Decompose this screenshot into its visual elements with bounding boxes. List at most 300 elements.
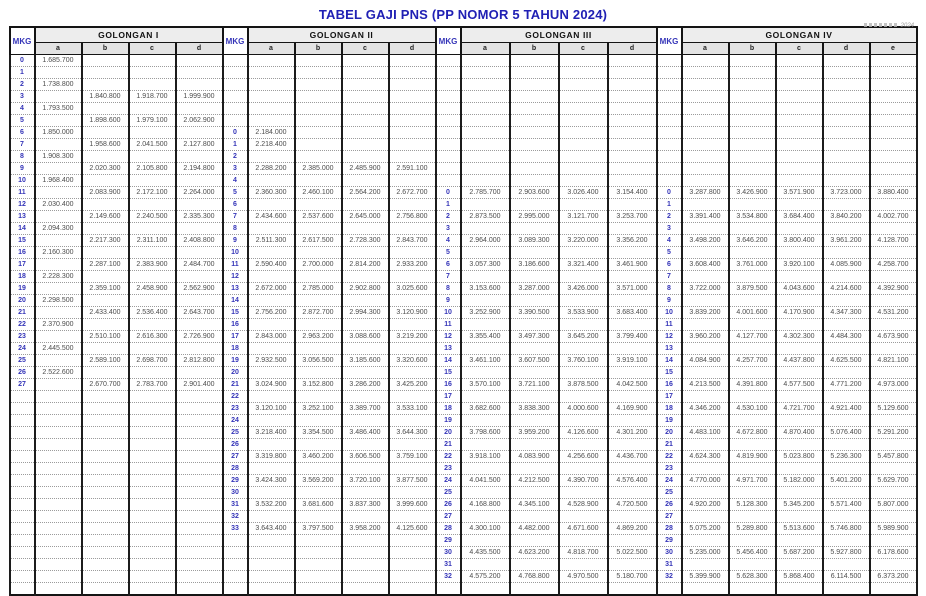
salary-cell xyxy=(776,247,823,259)
salary-cell xyxy=(248,367,295,379)
salary-cell: 3.721.100 xyxy=(510,379,559,391)
salary-cell xyxy=(776,103,823,115)
mkg-cell xyxy=(10,463,35,475)
mkg-cell: 3 xyxy=(657,223,682,235)
salary-cell xyxy=(559,79,608,91)
mkg-cell: 4 xyxy=(657,235,682,247)
salary-cell: 2.994.300 xyxy=(342,307,389,319)
salary-cell: 4.482.000 xyxy=(510,523,559,535)
salary-cell xyxy=(608,463,657,475)
salary-cell: 2.264.000 xyxy=(176,187,223,199)
salary-cell: 2.194.800 xyxy=(176,163,223,175)
salary-cell xyxy=(82,523,129,535)
salary-cell xyxy=(559,151,608,163)
salary-cell xyxy=(461,199,510,211)
mkg-cell xyxy=(657,139,682,151)
mkg-cell xyxy=(436,139,461,151)
salary-cell xyxy=(82,403,129,415)
salary-cell xyxy=(35,235,82,247)
header-mkg-2: MKG xyxy=(436,27,461,55)
salary-cell: 5.076.400 xyxy=(823,427,870,439)
salary-cell: 2.643.700 xyxy=(176,307,223,319)
salary-cell: 3.089.300 xyxy=(510,235,559,247)
salary-cell xyxy=(295,103,342,115)
header-subcol: d xyxy=(823,42,870,54)
salary-cell xyxy=(461,295,510,307)
salary-cell xyxy=(608,319,657,331)
salary-cell: 3.287.000 xyxy=(510,283,559,295)
mkg-cell: 7 xyxy=(436,271,461,283)
salary-cell: 5.456.400 xyxy=(729,547,776,559)
salary-cell: 2.311.100 xyxy=(129,235,176,247)
salary-cell xyxy=(461,319,510,331)
salary-cell: 3.088.600 xyxy=(342,331,389,343)
salary-cell: 4.672.800 xyxy=(729,427,776,439)
salary-cell xyxy=(248,151,295,163)
salary-cell: 2.589.100 xyxy=(82,355,129,367)
salary-cell: 6.178.600 xyxy=(870,547,917,559)
salary-cell xyxy=(176,463,223,475)
header-subcol: a xyxy=(35,42,82,54)
salary-cell xyxy=(729,163,776,175)
mkg-cell: 3 xyxy=(223,163,248,175)
table-row xyxy=(10,535,917,547)
salary-cell xyxy=(510,559,559,571)
mkg-cell: 33 xyxy=(223,523,248,535)
mkg-cell xyxy=(657,91,682,103)
salary-cell xyxy=(129,475,176,487)
salary-cell xyxy=(870,175,917,187)
salary-cell: 2.783.700 xyxy=(129,379,176,391)
mkg-cell: 25 xyxy=(223,427,248,439)
salary-cell xyxy=(248,319,295,331)
mkg-cell: 8 xyxy=(657,283,682,295)
salary-cell: 5.868.400 xyxy=(776,571,823,583)
salary-cell xyxy=(176,583,223,596)
salary-cell xyxy=(129,199,176,211)
salary-cell: 3.571.900 xyxy=(776,187,823,199)
salary-cell xyxy=(510,415,559,427)
salary-cell xyxy=(776,127,823,139)
table-row xyxy=(10,163,917,175)
mkg-cell xyxy=(436,115,461,127)
salary-cell xyxy=(823,223,870,235)
salary-cell xyxy=(176,79,223,91)
salary-cell: 4.437.800 xyxy=(776,355,823,367)
salary-cell xyxy=(82,451,129,463)
salary-cell: 4.392.900 xyxy=(870,283,917,295)
table-row xyxy=(10,67,917,79)
salary-cell xyxy=(389,559,436,571)
mkg-cell: 18 xyxy=(10,271,35,283)
salary-cell xyxy=(129,547,176,559)
table-row xyxy=(10,559,917,571)
mkg-cell: 18 xyxy=(436,403,461,415)
salary-cell: 3.461.900 xyxy=(608,259,657,271)
salary-cell xyxy=(776,115,823,127)
salary-cell xyxy=(176,247,223,259)
header-subcol: b xyxy=(729,42,776,54)
salary-cell: 3.960.200 xyxy=(682,331,729,343)
mkg-cell xyxy=(657,79,682,91)
salary-cell: 4.577.500 xyxy=(776,379,823,391)
salary-cell xyxy=(35,307,82,319)
salary-cell xyxy=(510,583,559,596)
salary-cell xyxy=(129,271,176,283)
salary-cell xyxy=(461,415,510,427)
salary-cell xyxy=(176,403,223,415)
mkg-cell xyxy=(657,67,682,79)
salary-cell xyxy=(389,535,436,547)
salary-cell: 3.026.400 xyxy=(559,187,608,199)
salary-cell xyxy=(823,535,870,547)
salary-cell: 3.152.800 xyxy=(295,379,342,391)
mkg-cell xyxy=(657,163,682,175)
salary-cell xyxy=(682,343,729,355)
table-row xyxy=(10,463,917,475)
mkg-cell: 13 xyxy=(223,283,248,295)
salary-cell xyxy=(82,427,129,439)
salary-cell xyxy=(608,79,657,91)
mkg-cell: 19 xyxy=(436,415,461,427)
salary-cell: 5.182.000 xyxy=(776,475,823,487)
salary-cell: 3.839.200 xyxy=(682,307,729,319)
salary-cell: 3.461.100 xyxy=(461,355,510,367)
salary-cell: 3.532.200 xyxy=(248,499,295,511)
salary-cell xyxy=(82,547,129,559)
table-row xyxy=(10,547,917,559)
salary-cell xyxy=(342,199,389,211)
salary-cell xyxy=(776,487,823,499)
salary-cell xyxy=(510,463,559,475)
mkg-cell: 8 xyxy=(436,283,461,295)
salary-cell xyxy=(559,67,608,79)
salary-cell xyxy=(295,127,342,139)
salary-cell xyxy=(129,223,176,235)
mkg-cell: 14 xyxy=(223,295,248,307)
salary-cell: 4.041.500 xyxy=(461,475,510,487)
salary-cell xyxy=(461,91,510,103)
salary-cell: 3.287.800 xyxy=(682,187,729,199)
table-header xyxy=(10,27,917,55)
salary-cell xyxy=(823,67,870,79)
salary-cell xyxy=(129,415,176,427)
salary-cell: 5.022.500 xyxy=(608,547,657,559)
mkg-cell: 24 xyxy=(10,343,35,355)
salary-cell: 4.170.900 xyxy=(776,307,823,319)
mkg-cell: 11 xyxy=(657,319,682,331)
salary-cell xyxy=(82,127,129,139)
salary-cell: 4.345.100 xyxy=(510,499,559,511)
salary-cell xyxy=(608,343,657,355)
salary-cell xyxy=(82,67,129,79)
salary-cell: 2.458.900 xyxy=(129,283,176,295)
salary-cell: 4.256.600 xyxy=(559,451,608,463)
mkg-cell xyxy=(657,127,682,139)
mkg-cell: 1 xyxy=(223,139,248,151)
salary-cell xyxy=(729,415,776,427)
salary-cell xyxy=(389,199,436,211)
salary-cell: 3.840.200 xyxy=(823,211,870,223)
header-mkg-1: MKG xyxy=(223,27,248,55)
salary-cell: 4.002.700 xyxy=(870,211,917,223)
salary-cell xyxy=(82,319,129,331)
salary-cell xyxy=(82,511,129,523)
salary-cell: 4.043.600 xyxy=(776,283,823,295)
salary-cell xyxy=(559,319,608,331)
salary-cell: 2.963.200 xyxy=(295,331,342,343)
salary-cell: 4.720.500 xyxy=(608,499,657,511)
table-row xyxy=(10,451,917,463)
salary-cell xyxy=(870,415,917,427)
salary-cell xyxy=(295,439,342,451)
salary-cell xyxy=(608,535,657,547)
salary-cell: 4.770.000 xyxy=(682,475,729,487)
salary-cell: 1.685.700 xyxy=(35,55,82,67)
salary-cell: 2.094.300 xyxy=(35,223,82,235)
salary-cell xyxy=(870,115,917,127)
salary-cell xyxy=(176,103,223,115)
salary-cell xyxy=(176,151,223,163)
salary-cell: 4.084.900 xyxy=(682,355,729,367)
salary-cell: 3.800.400 xyxy=(776,235,823,247)
salary-cell xyxy=(559,535,608,547)
salary-cell: 2.360.300 xyxy=(248,187,295,199)
salary-cell xyxy=(559,295,608,307)
salary-cell: 2.872.700 xyxy=(295,307,342,319)
mkg-cell: 25 xyxy=(10,355,35,367)
salary-cell xyxy=(510,127,559,139)
salary-cell: 3.684.400 xyxy=(776,211,823,223)
table-row xyxy=(10,259,917,271)
mkg-cell: 20 xyxy=(657,427,682,439)
mkg-cell xyxy=(10,415,35,427)
mkg-cell: 17 xyxy=(223,331,248,343)
watermark-year: 2024 xyxy=(900,23,914,29)
salary-cell xyxy=(729,343,776,355)
table-row xyxy=(10,211,917,223)
salary-cell xyxy=(682,415,729,427)
salary-cell xyxy=(776,79,823,91)
salary-cell xyxy=(729,247,776,259)
salary-cell: 4.168.800 xyxy=(461,499,510,511)
salary-cell xyxy=(248,343,295,355)
salary-cell: 5.401.200 xyxy=(823,475,870,487)
mkg-cell xyxy=(10,451,35,463)
table-row xyxy=(10,79,917,91)
table-row xyxy=(10,151,917,163)
salary-cell: 2.756.800 xyxy=(389,211,436,223)
salary-cell xyxy=(559,583,608,596)
header-subcol: c xyxy=(342,42,389,54)
mkg-cell xyxy=(10,583,35,596)
salary-cell xyxy=(870,199,917,211)
mkg-cell: 32 xyxy=(436,571,461,583)
salary-cell: 3.761.000 xyxy=(729,259,776,271)
salary-cell xyxy=(823,55,870,67)
salary-cell: 3.760.100 xyxy=(559,355,608,367)
mkg-cell xyxy=(10,391,35,403)
salary-cell: 3.608.400 xyxy=(682,259,729,271)
salary-cell: 5.807.000 xyxy=(870,499,917,511)
salary-cell xyxy=(870,511,917,523)
salary-cell: 3.961.200 xyxy=(823,235,870,247)
salary-cell: 4.869.200 xyxy=(608,523,657,535)
salary-cell xyxy=(729,271,776,283)
salary-cell xyxy=(608,271,657,283)
salary-cell xyxy=(510,511,559,523)
salary-cell xyxy=(729,463,776,475)
salary-cell: 3.798.600 xyxy=(461,427,510,439)
table-row xyxy=(10,175,917,187)
salary-cell: 1.918.700 xyxy=(129,91,176,103)
mkg-cell xyxy=(223,535,248,547)
salary-cell xyxy=(608,115,657,127)
mkg-cell: 1 xyxy=(10,67,35,79)
salary-cell xyxy=(870,247,917,259)
salary-cell: 4.000.600 xyxy=(559,403,608,415)
salary-cell xyxy=(35,139,82,151)
salary-cell: 2.964.000 xyxy=(461,235,510,247)
salary-cell xyxy=(682,319,729,331)
salary-cell xyxy=(682,67,729,79)
salary-cell xyxy=(295,463,342,475)
salary-cell xyxy=(682,115,729,127)
salary-cell xyxy=(82,271,129,283)
salary-cell: 4.530.100 xyxy=(729,403,776,415)
salary-cell xyxy=(389,415,436,427)
salary-cell xyxy=(823,91,870,103)
salary-cell xyxy=(559,55,608,67)
mkg-cell: 22 xyxy=(436,451,461,463)
salary-cell xyxy=(389,463,436,475)
salary-cell xyxy=(248,199,295,211)
salary-cell: 4.970.500 xyxy=(559,571,608,583)
salary-cell xyxy=(461,151,510,163)
salary-cell: 2.843.000 xyxy=(248,331,295,343)
mkg-cell: 9 xyxy=(436,295,461,307)
salary-cell xyxy=(129,175,176,187)
salary-cell: 2.590.400 xyxy=(248,259,295,271)
table-row xyxy=(10,307,917,319)
salary-cell xyxy=(129,523,176,535)
salary-cell xyxy=(35,559,82,571)
salary-cell xyxy=(823,295,870,307)
header-row-groups xyxy=(10,27,917,42)
salary-cell xyxy=(82,247,129,259)
salary-cell: 3.534.800 xyxy=(729,211,776,223)
mkg-cell: 0 xyxy=(657,187,682,199)
salary-cell xyxy=(729,367,776,379)
salary-cell xyxy=(608,439,657,451)
salary-cell xyxy=(129,391,176,403)
salary-cell xyxy=(295,583,342,596)
salary-cell: 3.024.900 xyxy=(248,379,295,391)
salary-cell xyxy=(682,103,729,115)
salary-cell xyxy=(35,571,82,583)
mkg-cell xyxy=(10,535,35,547)
mkg-cell: 30 xyxy=(657,547,682,559)
salary-cell xyxy=(389,547,436,559)
mkg-cell xyxy=(436,127,461,139)
salary-cell xyxy=(461,79,510,91)
salary-cell xyxy=(176,319,223,331)
mkg-cell: 0 xyxy=(10,55,35,67)
salary-cell: 2.902.800 xyxy=(342,283,389,295)
salary-cell: 3.056.500 xyxy=(295,355,342,367)
salary-cell xyxy=(559,115,608,127)
salary-cell xyxy=(342,139,389,151)
salary-cell xyxy=(248,247,295,259)
salary-cell xyxy=(82,295,129,307)
mkg-cell: 32 xyxy=(657,571,682,583)
table-row xyxy=(10,55,917,67)
salary-cell: 3.606.500 xyxy=(342,451,389,463)
mkg-cell: 11 xyxy=(10,187,35,199)
salary-cell: 3.025.600 xyxy=(389,283,436,295)
salary-cell xyxy=(342,535,389,547)
salary-cell xyxy=(176,55,223,67)
mkg-cell: 16 xyxy=(657,379,682,391)
salary-cell xyxy=(776,535,823,547)
mkg-cell: 10 xyxy=(657,307,682,319)
salary-cell: 2.591.100 xyxy=(389,163,436,175)
salary-cell xyxy=(823,463,870,475)
salary-cell: 3.252.900 xyxy=(461,307,510,319)
salary-cell xyxy=(729,511,776,523)
salary-cell xyxy=(823,439,870,451)
salary-cell: 3.121.700 xyxy=(559,211,608,223)
salary-cell xyxy=(461,163,510,175)
salary-cell xyxy=(608,103,657,115)
salary-cell xyxy=(776,415,823,427)
mkg-cell: 13 xyxy=(657,343,682,355)
mkg-cell xyxy=(223,91,248,103)
salary-cell xyxy=(35,535,82,547)
salary-cell xyxy=(823,127,870,139)
mkg-cell: 26 xyxy=(223,439,248,451)
header-subcol: a xyxy=(682,42,729,54)
salary-cell xyxy=(129,487,176,499)
salary-cell xyxy=(870,163,917,175)
salary-cell xyxy=(461,139,510,151)
salary-cell xyxy=(559,175,608,187)
salary-cell xyxy=(342,571,389,583)
salary-cell xyxy=(176,343,223,355)
table-row xyxy=(10,391,917,403)
salary-cell xyxy=(510,391,559,403)
salary-cell: 2.511.300 xyxy=(248,235,295,247)
salary-cell xyxy=(342,151,389,163)
salary-cell xyxy=(461,115,510,127)
mkg-cell xyxy=(10,475,35,487)
salary-cell xyxy=(461,463,510,475)
salary-cell xyxy=(129,103,176,115)
salary-cell xyxy=(35,463,82,475)
salary-cell xyxy=(129,571,176,583)
mkg-cell xyxy=(436,67,461,79)
salary-cell xyxy=(295,199,342,211)
mkg-cell: 12 xyxy=(436,331,461,343)
salary-cell xyxy=(35,391,82,403)
salary-cell xyxy=(129,319,176,331)
salary-cell: 2.903.600 xyxy=(510,187,559,199)
salary-cell: 5.128.300 xyxy=(729,499,776,511)
salary-cell xyxy=(82,571,129,583)
salary-cell xyxy=(176,439,223,451)
mkg-cell xyxy=(436,79,461,91)
salary-cell xyxy=(870,583,917,596)
